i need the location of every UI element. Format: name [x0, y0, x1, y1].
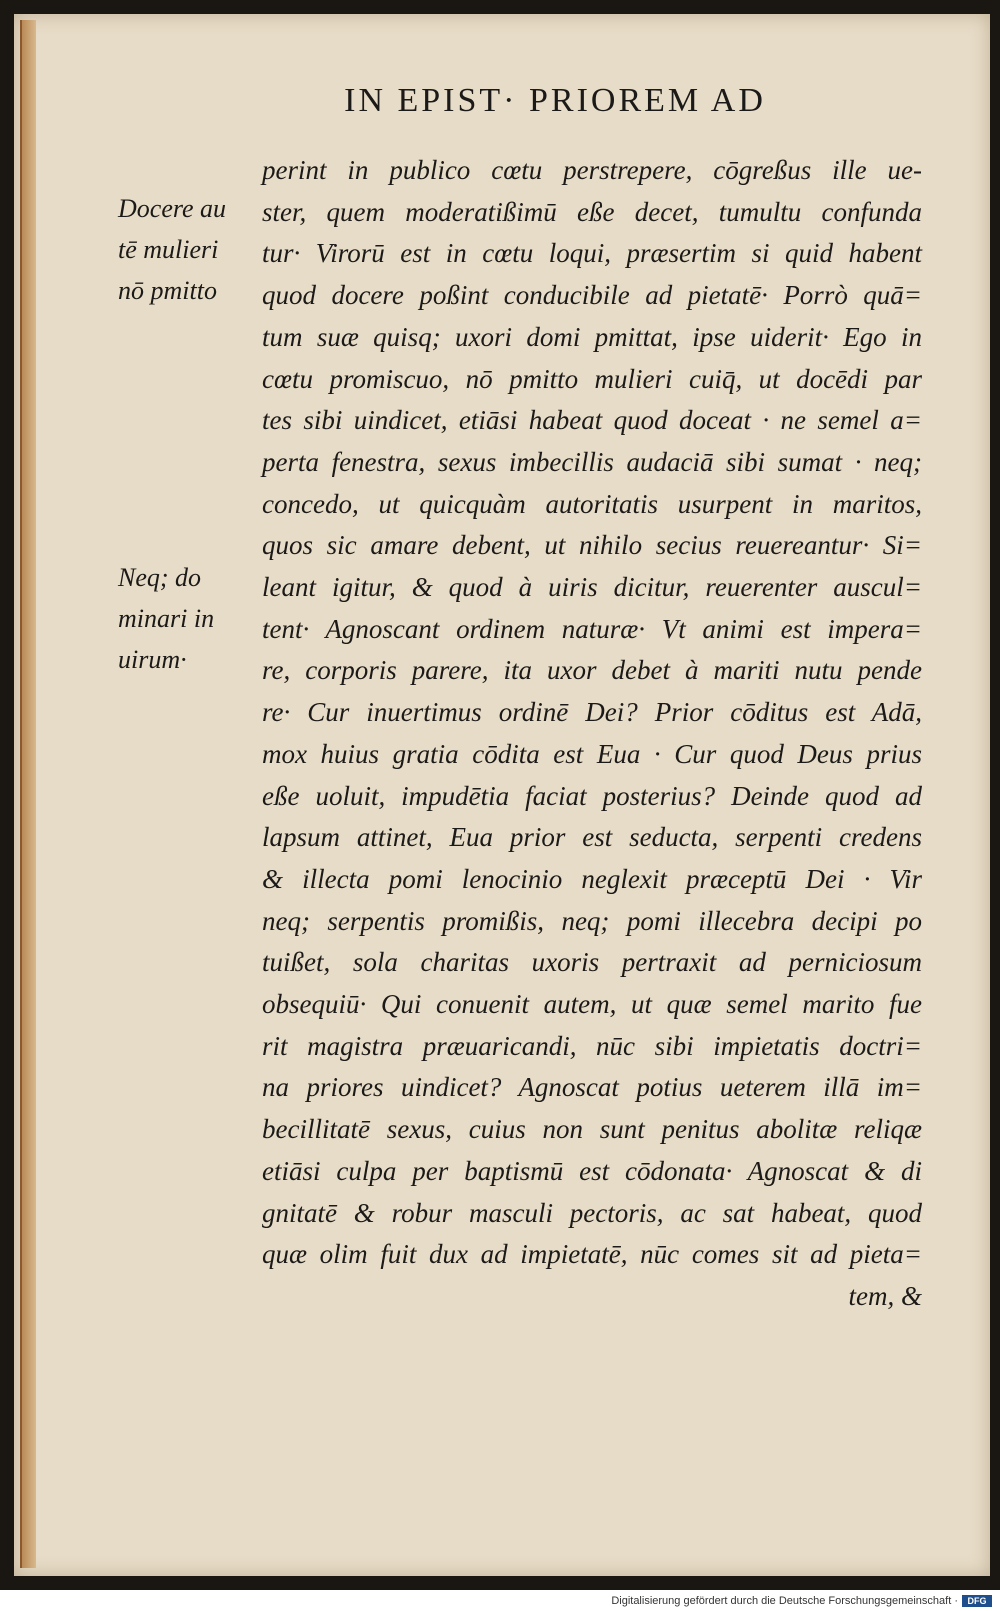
margin-note-line: minari in: [118, 604, 215, 633]
margin-note-neque: [118, 557, 258, 680]
text-line: quod docere poßint conducibile ad pietatē· Porrò quā=: [262, 280, 922, 311]
text-line: tuißet, sola charitas uxoris pertraxit ad perniciosum: [262, 947, 922, 978]
text-line: etiāsi culpa per baptismū est cōdonata· Agnoscat & di: [262, 1155, 922, 1186]
text-line: becillitatē sexus, cuius non sunt penitus abolitæ reliqæ: [262, 1114, 922, 1145]
credit-text: Digitalisierung gefördert durch die Deutsche Forschungsgemeinschaft ·: [611, 1595, 958, 1607]
text-line: & illecta pomi lenocinio neglexit præceptū Dei · Vir: [262, 863, 922, 894]
text-line: mox huius gratia cōdita est Eua · Cur quod Deus prius: [262, 738, 922, 769]
margin-notes: [118, 188, 258, 680]
dfg-logo: DFG: [962, 1595, 992, 1607]
margin-note-line: nō pmitto: [118, 276, 217, 305]
text-line: tur· Virorū est in cœtu loqui, præsertim si quid habent: [262, 238, 922, 269]
digitization-credit: [611, 1595, 992, 1607]
text-line: gnitatē & robur masculi pectoris, ac sat habeat, quod: [262, 1197, 922, 1228]
text-line: concedo, ut quicquàm autoritatis usurpent in maritos,: [262, 488, 922, 519]
catchword-line: tem, &: [848, 1280, 922, 1311]
text-line: re, corporis parere, ita uxor debet à mariti nutu pende: [262, 655, 922, 686]
text-line: tum suæ quisq; uxori domi pmittat, ipse uiderit· Ego in: [262, 321, 922, 352]
margin-note-line: uirum·: [118, 645, 187, 674]
margin-note-line: tē mulieri: [118, 235, 219, 264]
text-line: eße uoluit, impudētia faciat posterius? Deinde quod ad: [262, 780, 922, 811]
text-line: re· Cur inuertimus ordinē Dei? Prior cōditus est Adā,: [262, 697, 922, 728]
text-line: tes sibi uindicet, etiāsi habeat quod doceat · ne semel a=: [262, 405, 922, 436]
text-line: cœtu promiscuo, nō pmitto mulieri cuiq̄, ut docēdi par: [262, 363, 922, 394]
body-text: [262, 150, 922, 1318]
text-line: obsequiū· Qui conuenit autem, ut quæ semel marito fue: [262, 989, 922, 1020]
text-line: quos sic amare debent, ut nihilo secius reuereantur· Si=: [262, 530, 922, 561]
text-line: perint in publico cœtu perstrepere, cōgreßus ille ue-: [262, 155, 922, 185]
page-binding-edge: [20, 20, 36, 1568]
text-line: neq; serpentis promißis, neq; pomi illecebra decipi po: [262, 905, 922, 936]
text-line: ster, quem moderatißimū eße decet, tumultu confunda: [262, 196, 922, 227]
text-line: na priores uindicet? Agnoscat potius ueterem illā im=: [262, 1072, 922, 1103]
text-line: lapsum attinet, Eua prior est seducta, serpenti credens: [262, 822, 922, 853]
text-line: rit magistra præuaricandi, nūc sibi impietatis doctri=: [262, 1030, 922, 1061]
running-header: IN EPIST· PRIOREM AD: [344, 82, 766, 119]
margin-note-docere: [118, 188, 258, 311]
text-line: leant igitur, & quod à uiris dicitur, reuerenter auscul=: [262, 572, 922, 603]
text-line: quæ olim fuit dux ad impietatē, nūc comes sit ad pieta=: [262, 1239, 922, 1270]
margin-note-line: Docere au: [118, 194, 227, 223]
text-line: tent· Agnoscant ordinem naturæ· Vt animi est impera=: [262, 613, 922, 644]
text-line: perta fenestra, sexus imbecillis audaciā sibi sumat · neq;: [262, 446, 922, 477]
margin-note-line: Neq; do: [118, 563, 202, 592]
